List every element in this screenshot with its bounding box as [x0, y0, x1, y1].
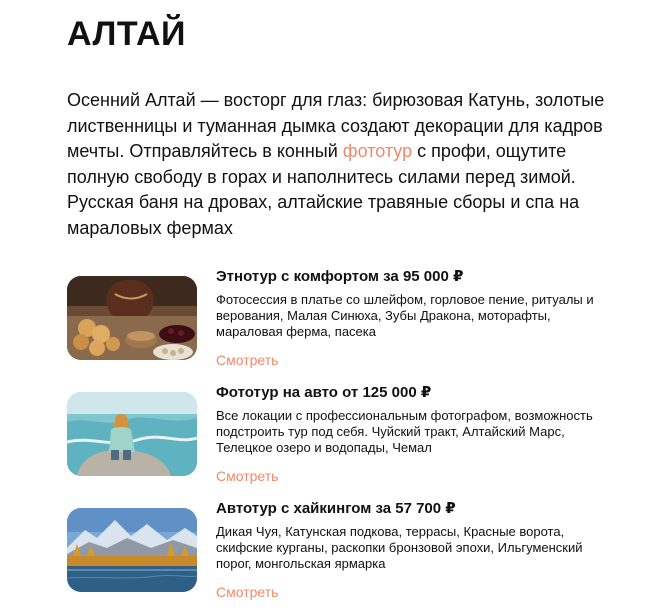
- ethno-food-image: [67, 276, 197, 360]
- tour-more-link[interactable]: Смотреть: [216, 352, 279, 368]
- tour-description: Все локации с профессиональным фотографом, возможность подстроить тур под себя. Чуйский тракт, Алтайский Марс, Телецкое озеро и водопады, Чемал: [216, 408, 593, 455]
- tour-photo-ethno[interactable]: [67, 276, 197, 360]
- tour-card-ethno: [67, 268, 627, 378]
- tour-more-link[interactable]: Смотреть: [216, 584, 279, 600]
- river-portrait-image: [67, 392, 197, 476]
- tour-more-link[interactable]: Смотреть: [216, 468, 279, 484]
- tour-description: Фотосессия в платье со шлейфом, горловое пение, ритуалы и верования, Малая Синюха, Зубы Дракона, моторафты, мараловая ферма, пасека: [216, 292, 594, 339]
- tour-title: Этнотур с комфортом за 95 000 ₽: [216, 268, 464, 285]
- phototour-link[interactable]: фототур: [342, 141, 413, 161]
- tour-photo-auto-hiking[interactable]: [67, 508, 197, 592]
- tour-description: Дикая Чуя, Катунская подкова, террасы, Красные ворота, скифские курганы, раскопки бронзовой эпохи, Ильгуменский порог, монгольская ярмарка: [216, 524, 583, 571]
- tour-card-photo-auto: [67, 384, 627, 494]
- tour-photo-photo-auto[interactable]: [67, 392, 197, 476]
- tour-title: Автотур с хайкингом за 57 700 ₽: [216, 500, 456, 517]
- tour-title: Фототур на авто от 125 000 ₽: [216, 384, 432, 401]
- mountain-lake-image: [67, 508, 197, 592]
- page-title: АЛТАЙ: [67, 15, 186, 53]
- tour-card-auto-hiking: [67, 500, 627, 610]
- intro-text-end: с профи, ощутите полную свободу в горах и наполнитесь силами перед зимой. Русская баня на дровах, алтайские травяные сборы и спа на мараловых фермах: [67, 141, 580, 238]
- intro-text-start: Осенний Алтай — восторг для глаз: бирюзовая Катунь, золотые лиственницы и туманная дымка создают декорации для кадров мечты. Отправляйтесь в конный: [67, 90, 605, 161]
- intro-paragraph: [67, 88, 627, 241]
